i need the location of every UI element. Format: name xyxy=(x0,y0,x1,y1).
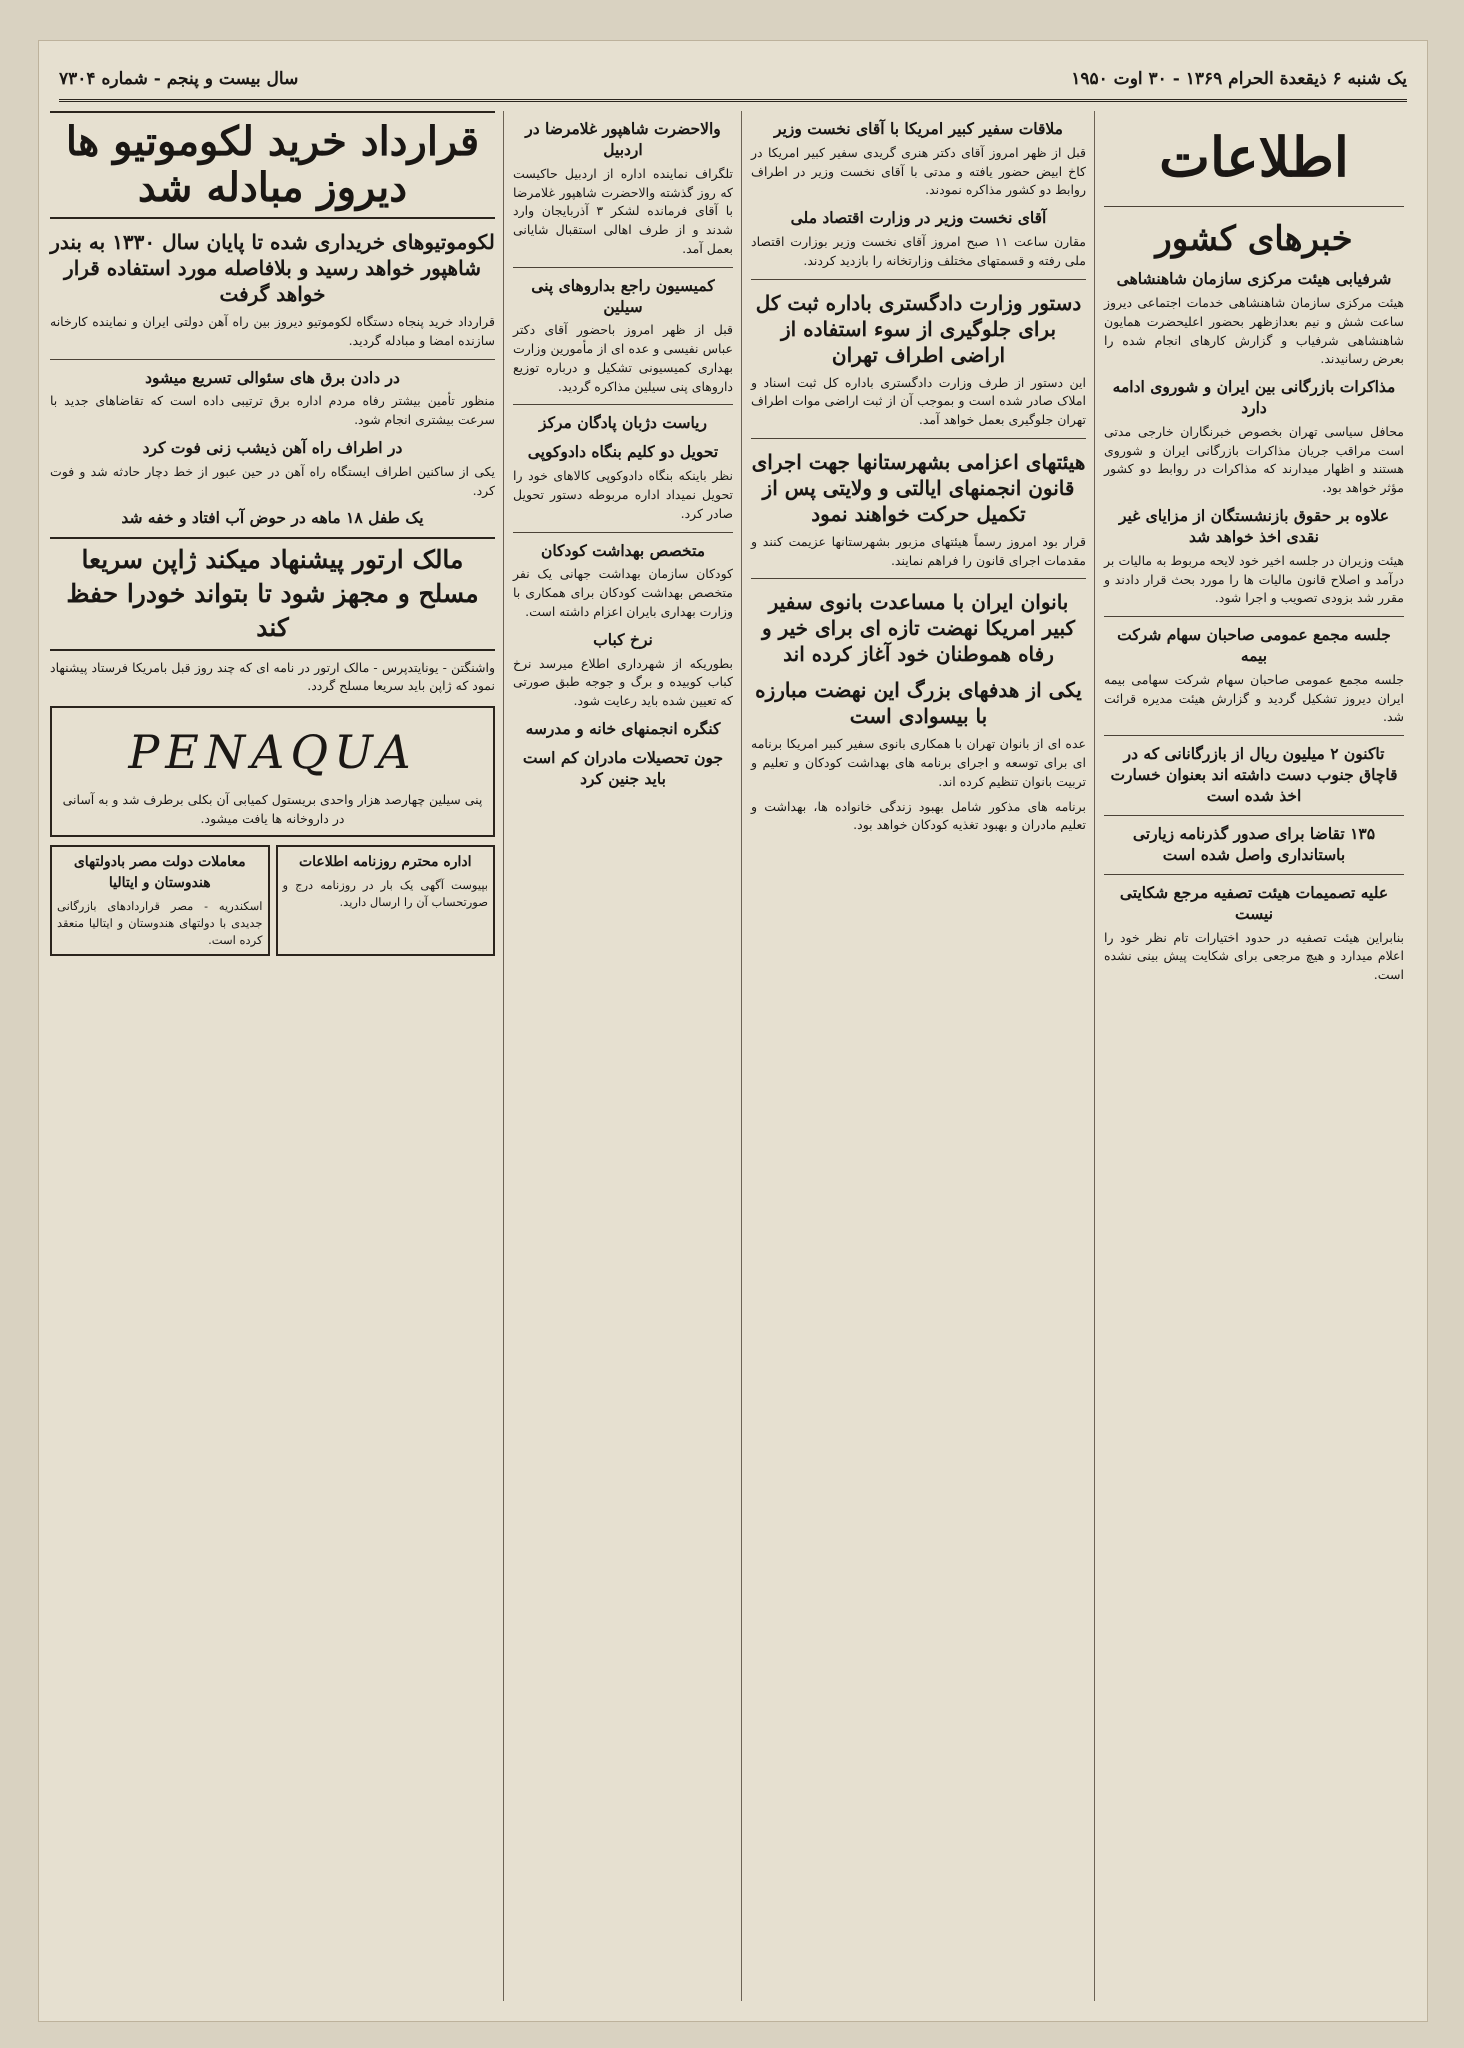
ad-brand: PENAQUA xyxy=(128,725,417,780)
column-4 xyxy=(41,111,504,2001)
divider xyxy=(1104,874,1404,875)
headline: مذاکرات بازرگانی بین ایران و شوروی ادامه دارد xyxy=(1112,377,1396,418)
divider xyxy=(751,438,1086,439)
column-1 xyxy=(1094,111,1413,2001)
headline: ۱۳۵ تقاضا برای صدور گذرنامه زیارتی باستانداری واصل شده است xyxy=(1132,823,1376,864)
notice-box xyxy=(50,845,270,957)
notice-text: بپیوست آگهی یک بار در روزنامه درج و صورتحساب آن را ارسال دارید. xyxy=(282,877,488,909)
article-text: قرار بود امروز رسماً هیئتهای مزبور بشهرستانها عزیمت کنند و مقدمات اجرای قانون را فراهم نمایند. xyxy=(751,533,1086,568)
headline: علاوه بر حقوق بازنشستگان از مزایای غیر نقدی اخذ خواهد شد xyxy=(1118,505,1390,546)
section-title: خبرهای کشور xyxy=(1155,219,1353,259)
masthead: اطلاعات xyxy=(1159,125,1349,189)
article-text: عده ای از بانوان تهران با همکاری بانوی سفیر کبیر امریکا برنامه ای برای توسعه و اجرای برنامه های بهداشت کودکان و تعلیم و تربیت بانوان تنظیم کرده اند. xyxy=(751,736,1086,789)
headline: آقای نخست وزیر در وزارت اقتصاد ملی xyxy=(790,208,1047,228)
headline: والاحضرت شاهپور غلامرضا در اردبیل xyxy=(525,119,721,159)
divider xyxy=(1104,206,1404,207)
column-2 xyxy=(741,111,1095,2001)
article-text: این دستور از طرف وزارت دادگستری باداره کل ثبت اسناد و املاک صادر شده است و بموجب آن از ثبت اراضی موات اطراف تهران جلوگیری بعمل خواهد آمد. xyxy=(751,374,1086,428)
header-bar xyxy=(59,59,1407,102)
ad-text: پنی سیلین چهارصد هزار واحدی بریستول کمیابی آن بکلی برطرف شد و به آسانی در داروخانه ها یافت میشود. xyxy=(62,792,483,826)
article-text: بطوریکه از شهرداری اطلاع میرسد نرخ کباب کوبیده و برگ و جوجه طبق صورتی که تعیین شده باید رعایت شود. xyxy=(513,655,733,709)
article-text: قرارداد خرید پنجاه دستگاه لکوموتیو دیروز بین راه آهن دولتی ایران و نماینده کارخانه سازنده امضا و مبادله گردید. xyxy=(50,314,495,348)
divider xyxy=(513,532,733,533)
article-text: مقارن ساعت ۱۱ صبح امروز آقای نخست وزیر بوزارت اقتصاد ملی رفته و قسمتهای مختلف وزارتخانه را بازدید کردند. xyxy=(751,234,1086,268)
lead-headline: قرارداد خرید لکوموتیو ها دیروز مبادله شد xyxy=(50,111,495,219)
headline: ملاقات سفیر کبیر امریکا با آقای نخست وزیر xyxy=(774,119,1063,138)
article-text: قبل از ظهر امروز باحضور آقای دکتر عباس نفیسی و عده ای از مأمورین وزارت بهداری کمیسیونی تشکیل و درباره توزیع داروهای پنی سیلین مذاکره گردید. xyxy=(513,322,733,394)
article-text: منظور تأمین بیشتر رفاه مردم اداره برق ترتیبی داده است که تقاضاهای جدید با سرعت بیشتری انجام شود. xyxy=(50,393,495,428)
headline: تحویل دو کلیم بنگاه دادوکوپی xyxy=(527,442,719,462)
banner-headline: مالک ارتور پیشنهاد میکند ژاپن سریعا مسلح و مجهز شود تا بتواند خودرا حفظ کند xyxy=(50,537,495,650)
headline: کمیسیون راجع بداروهای پنی سیلین xyxy=(531,275,715,316)
article-text: بنابراین هیئت تصفیه در حدود اختیارات تام نظر خود را اعلام میدارد و هیچ مرجعی برای شکایت پیش بینی نشده است. xyxy=(1104,929,1404,983)
headline: دستور وزارت دادگستری باداره ثبت کل برای جلوگیری از سوء استفاده از اراضی اطراف تهران xyxy=(755,290,1082,367)
article-text: نظر باینکه بنگاه دادوکوپی کالاهای خود را تحویل نمیداد اداره مربوطه دستور تحویل صادر کرد. xyxy=(513,468,733,521)
notice-text: اسکندریه - مصر قراردادهای بازرگانی جدیدی با دولتهای هندوستان و ایتالیا منعقد کرده است. xyxy=(57,898,263,948)
article-text: یکی از ساکنین اطراف ایستگاه راه آهن در حین عبور از خط دچار حادثه شد و فوت کرد. xyxy=(50,463,495,498)
newspaper-page xyxy=(38,40,1428,2022)
divider xyxy=(50,359,495,360)
headline: علیه تصمیمات هیئت تصفیه مرجع شکایتی نیست xyxy=(1119,882,1389,923)
headline: بانوان ایران با مساعدت بانوی سفیر کبیر امریکا نهضت تازه ای برای خیر و رفاه هموطنان خود آغاز کرده اند xyxy=(761,590,1076,667)
divider xyxy=(751,578,1086,579)
divider xyxy=(1104,735,1404,736)
footer-boxes xyxy=(50,845,495,957)
divider xyxy=(1104,616,1404,617)
headline: متخصص بهداشت کودکان xyxy=(540,540,706,560)
penaqua-advert xyxy=(50,706,495,837)
article-text: واشنگتن - یونایتدپرس - مالک ارتور در نامه ای که چند روز قبل بامریکا فرستاد پیشنهاد نمود که ژاپن باید سریعا مسلح گردد. xyxy=(50,659,495,694)
headline: یک طفل ۱۸ ماهه در حوض آب افتاد و خفه شد xyxy=(121,508,424,528)
article-text: تلگراف نماینده اداره از اردبیل حاکیست که روز گذشته والاحضرت شاهپور غلامرضا با آقای فرمانده لشکر ۳ آذربایجان وارد شدند و از طرف اهالی استقبال شایانی بعمل آمد. xyxy=(513,165,733,256)
headline: نرخ کباب xyxy=(593,629,653,649)
article-text: کودکان سازمان بهداشت جهانی یک نفر متخصص بهداشت کودکان برای همکاری با وزارت بهداری بایران اعزام داشته است. xyxy=(513,566,733,619)
divider xyxy=(513,267,733,268)
article-text: محافل سیاسی تهران بخصوص خبرنگاران خارجی مدتی است مراقب جریان مذاکرات بازرگانی ایران و شوروی هستند و اظهار میدارند که مذاکرات در روابط دو کشور مؤثر خواهد بود. xyxy=(1104,423,1404,496)
subheadline: لکوموتیوهای خریداری شده تا پایان سال ۱۳۳۰ به بندر شاهپور خواهد رسید و بلافاصله مورد استفاده قرار خواهد گرفت xyxy=(50,230,495,306)
headline: جون تحصیلات مادران کم است باید جنین کرد xyxy=(522,747,724,788)
headline: تاکنون ۲ میلیون ریال از بازرگانانی که در قاچاق جنوب دست داشته اند بعنوان خسارت اخذ شده است xyxy=(1110,744,1398,805)
notice-title: معاملات دولت مصر بادولتهای هندوستان و ایتالیا xyxy=(73,853,246,891)
article-text: قبل از ظهر امروز آقای دکتر هنری گریدی سفیر کبیر امریکا در کاخ ابیض حضور یافته و مدتی با آقای نخست وزیر در اطراف روابط دو کشور مذاکره نمودند. xyxy=(751,144,1086,198)
article-text: هیئت وزیران در جلسه اخیر خود لایحه مربوط به مالیات بر درآمد و اصلاح قانون مالیات ها را مورد بحث قرار دادند و مقرر شد بزودی تصویب و اجرا شود. xyxy=(1104,552,1404,606)
notice-title: اداره محترم روزنامه اطلاعات xyxy=(298,853,472,870)
headline: هیئتهای اعزامی بشهرستانها جهت اجرای قانون انجمنهای ایالتی و ولایتی پس از تکمیل حرکت خواهند نمود xyxy=(751,449,1086,526)
headline: ریاست دژبان پادگان مرکز xyxy=(539,413,707,433)
issue-number: سال بیست و پنجم - شماره ۷۳۰۴ xyxy=(59,69,299,89)
notice-box xyxy=(276,845,496,957)
divider xyxy=(1104,815,1404,816)
divider xyxy=(513,404,733,405)
headline: شرفیابی هیئت مرکزی سازمان شاهنشاهی xyxy=(1116,269,1392,289)
article-text: هیئت مرکزی سازمان شاهنشاهی خدمات اجتماعی دیروز ساعت شش و نیم بعدازظهر بحضور اعلیحضرت همایون شاهنشاهی شرفیاب و گزارش کارهای انجام شده را بعرض رسانیدند. xyxy=(1104,295,1404,367)
divider xyxy=(751,279,1086,280)
headline: جلسه مجمع عمومی صاحبان سهام شرکت بیمه xyxy=(1117,625,1391,665)
column-3 xyxy=(503,111,742,2001)
headline: در دادن برق های سئوالی تسریع میشود xyxy=(145,367,400,387)
article-text: جلسه مجمع عمومی صاحبان سهام شرکت سهامی بیمه ایران دیروز تشکیل گردید و گزارش هیئت مدیره قرائت شد. xyxy=(1104,671,1404,725)
headline: در اطراف راه آهن ذیشب زنی فوت کرد xyxy=(142,437,403,457)
headline: یکی از هدفهای بزرگ این نهضت مبارزه با بیسوادی است xyxy=(755,678,1082,729)
headline: کنگره انجمنهای خانه و مدرسه xyxy=(525,718,721,738)
article-text: برنامه های مذکور شامل بهبود زندگی خانواده ها، بهداشت و تعلیم مادران و بهبود تغذیه کودکان خواهد بود. xyxy=(751,798,1086,833)
issue-date: یک شنبه ۶ ذیقعدة الحرام ۱۳۶۹ - ۳۰ اوت ۱۹۵۰ xyxy=(1071,69,1407,89)
